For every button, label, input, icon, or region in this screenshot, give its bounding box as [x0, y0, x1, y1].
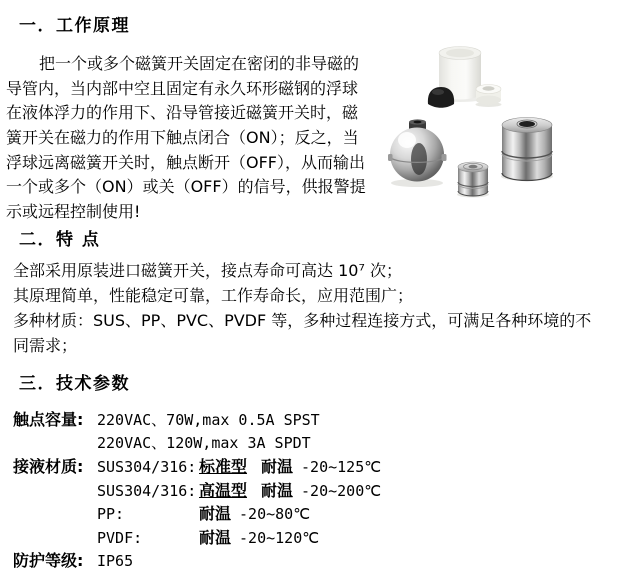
features-list	[13, 258, 591, 358]
white-ring-float	[476, 85, 501, 105]
material-name: PP:	[97, 505, 125, 523]
protection-rating-value: IP65	[97, 552, 134, 570]
material-name: SUS304/316:	[97, 458, 197, 476]
spec-row-material-3	[13, 502, 381, 526]
feature-line: 全部采用原装进口磁簧开关，接点寿命可高达 10⁷ 次；	[13, 261, 402, 280]
protection-rating-label: 防护等级:	[13, 551, 84, 570]
paragraph-line: 导管内，当内部中空且固定有永久环形磁钢的浮球	[6, 78, 359, 98]
spec-row-material-2	[13, 479, 381, 503]
spec-row-protection	[13, 549, 381, 573]
principle-paragraph	[6, 52, 416, 225]
product-photo	[388, 18, 644, 230]
contact-capacity-value: 220VAC、70W,max 0.5A SPST	[97, 411, 320, 429]
paragraph-line: 簧开关在磁力的作用下触点闭合（ON）；反之，当	[6, 128, 359, 148]
section-title-principle: 一．工作原理	[19, 16, 130, 36]
specs-table	[13, 408, 381, 573]
contact-capacity-value: 220VAC、120W,max 3A SPDT	[97, 433, 311, 452]
spec-row-material-1	[13, 455, 381, 479]
material-name: PVDF:	[97, 528, 143, 547]
feature-line: 同需求；	[13, 336, 78, 355]
material-type: 标准型	[199, 457, 248, 476]
spec-row-contact-2	[13, 432, 381, 456]
temp-resistance-label: 耐温	[261, 457, 294, 476]
feature-line: 多种材质：SUS、PP、PVC、PVDF 等，多种过程连接方式，可满足各种环境的不	[13, 311, 592, 330]
contact-capacity-label: 触点容量:	[13, 410, 84, 429]
section-title-features: 二．特 点	[19, 230, 101, 250]
material-name: SUS304/316:	[97, 481, 197, 500]
paragraph-line: 把一个或多个磁簧开关固定在密闭的非导磁的	[39, 54, 360, 73]
spec-row-material-4	[13, 526, 381, 550]
stainless-ball-float	[388, 119, 447, 181]
feature-line: 其原理简单，性能稳定可靠，工作寿命长，应用范围广；	[13, 286, 414, 305]
section-title-specs: 三．技术参数	[19, 374, 130, 394]
paragraph-line: 示或远程控制使用!	[6, 202, 141, 222]
paragraph-line: 浮球远离磁簧开关时，触点断开（OFF），从而输出	[6, 152, 366, 172]
wetted-material-label: 接液材质:	[13, 457, 84, 476]
material-type: 高温型	[199, 480, 248, 500]
small-stainless-cylinder-float	[458, 162, 488, 196]
paragraph-line: 一个或多个（ON）或关（OFF）的信号，供报警提	[6, 177, 366, 197]
temp-range: -20~125℃	[301, 458, 382, 476]
temp-range: -20~80℃	[239, 505, 311, 523]
temp-range: -20~120℃	[239, 528, 320, 547]
temp-resistance-label: 耐温	[199, 504, 232, 523]
spec-row-contact-1	[13, 408, 381, 432]
paragraph-line: 在液体浮力的作用下、沿导管接近磁簧开关时，磁	[6, 103, 359, 123]
temp-range: -20~200℃	[301, 481, 382, 500]
temp-resistance-label: 耐温	[261, 480, 294, 500]
large-stainless-cylinder-float	[502, 118, 552, 181]
temp-resistance-label: 耐温	[199, 527, 232, 547]
